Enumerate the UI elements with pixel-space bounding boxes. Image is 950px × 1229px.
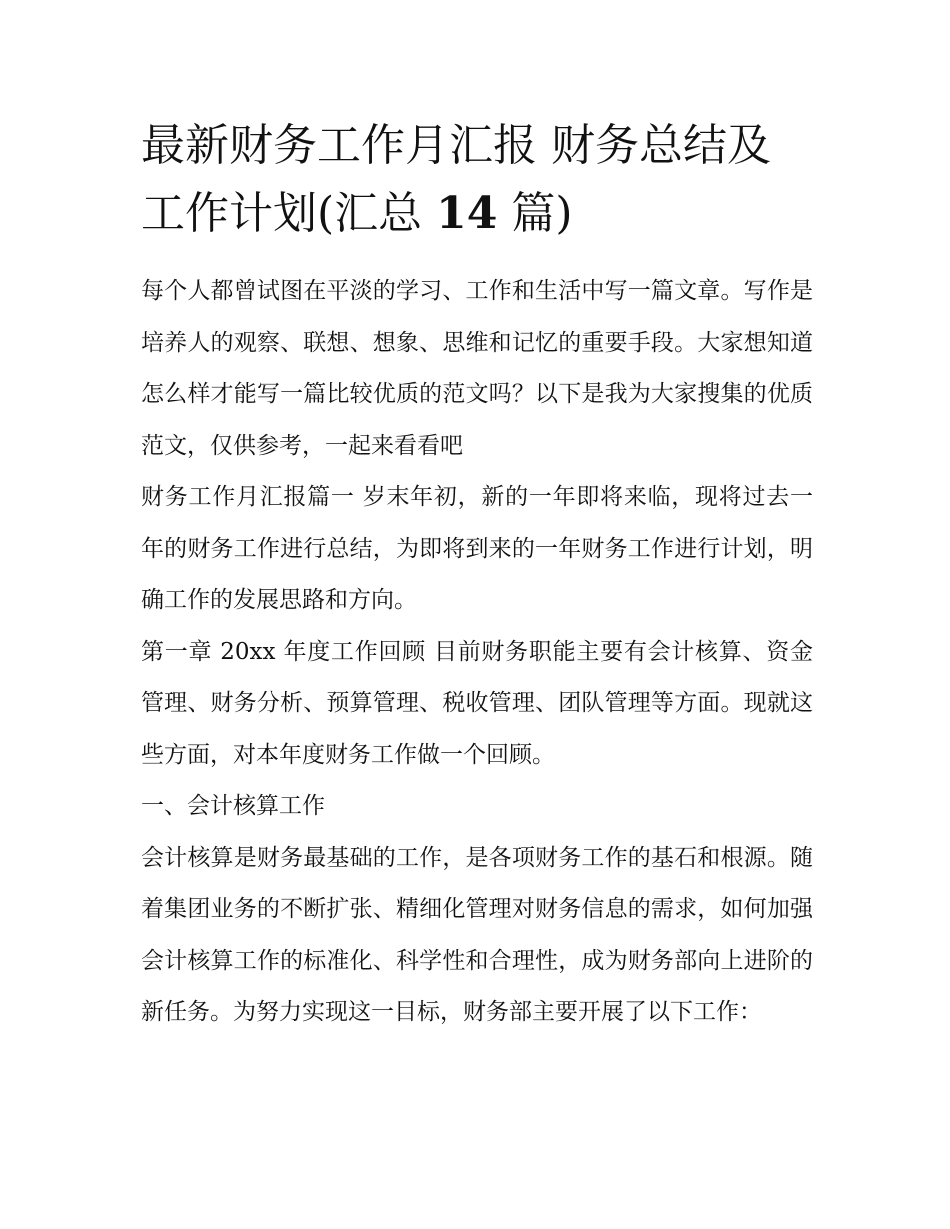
- chapter-one-paragraph: 第一章 20xx 年度工作回顾 目前财务职能主要有会计核算、资金管理、财务分析、预算管理、税收管理、团队管理等方面。现就这些方面，对本年度财务工作做一个回顾。: [141, 638, 813, 768]
- intro-paragraph: 每个人都曾试图在平淡的学习、工作和生活中写一篇文章。写作是培养人的观察、联想、想象、思维和记忆的重要手段。大家想知道怎么样才能写一篇比较优质的范文吗？以下是我为大家搜集的优质范文，仅供参考，一起来看看吧: [141, 278, 813, 459]
- document-body: [141, 112, 813, 1039]
- document-title: [141, 112, 813, 248]
- subheading-accounting: 一、会计核算工作: [141, 793, 325, 819]
- title-text-part2: 篇): [511, 188, 573, 239]
- accounting-paragraph: 会计核算是财务最基础的工作，是各项财务工作的基石和根源。随着集团业务的不断扩张、精细化管理对财务信息的需求，如何加强会计核算工作的标准化、科学性和合理性，成为财务部向上进阶的新任务。为努力实现这一目标，财务部主要开展了以下工作：: [141, 844, 813, 1025]
- title-number: 14: [436, 188, 498, 239]
- section-one-paragraph: 财务工作月汇报篇一 岁末年初，新的一年即将来临，现将过去一年的财务工作进行总结，为即将到来的一年财务工作进行计划，明确工作的发展思路和方向。: [141, 484, 813, 613]
- title-text-part1: 最新财务工作月汇报 财务总结及工作计划(汇总: [141, 120, 771, 239]
